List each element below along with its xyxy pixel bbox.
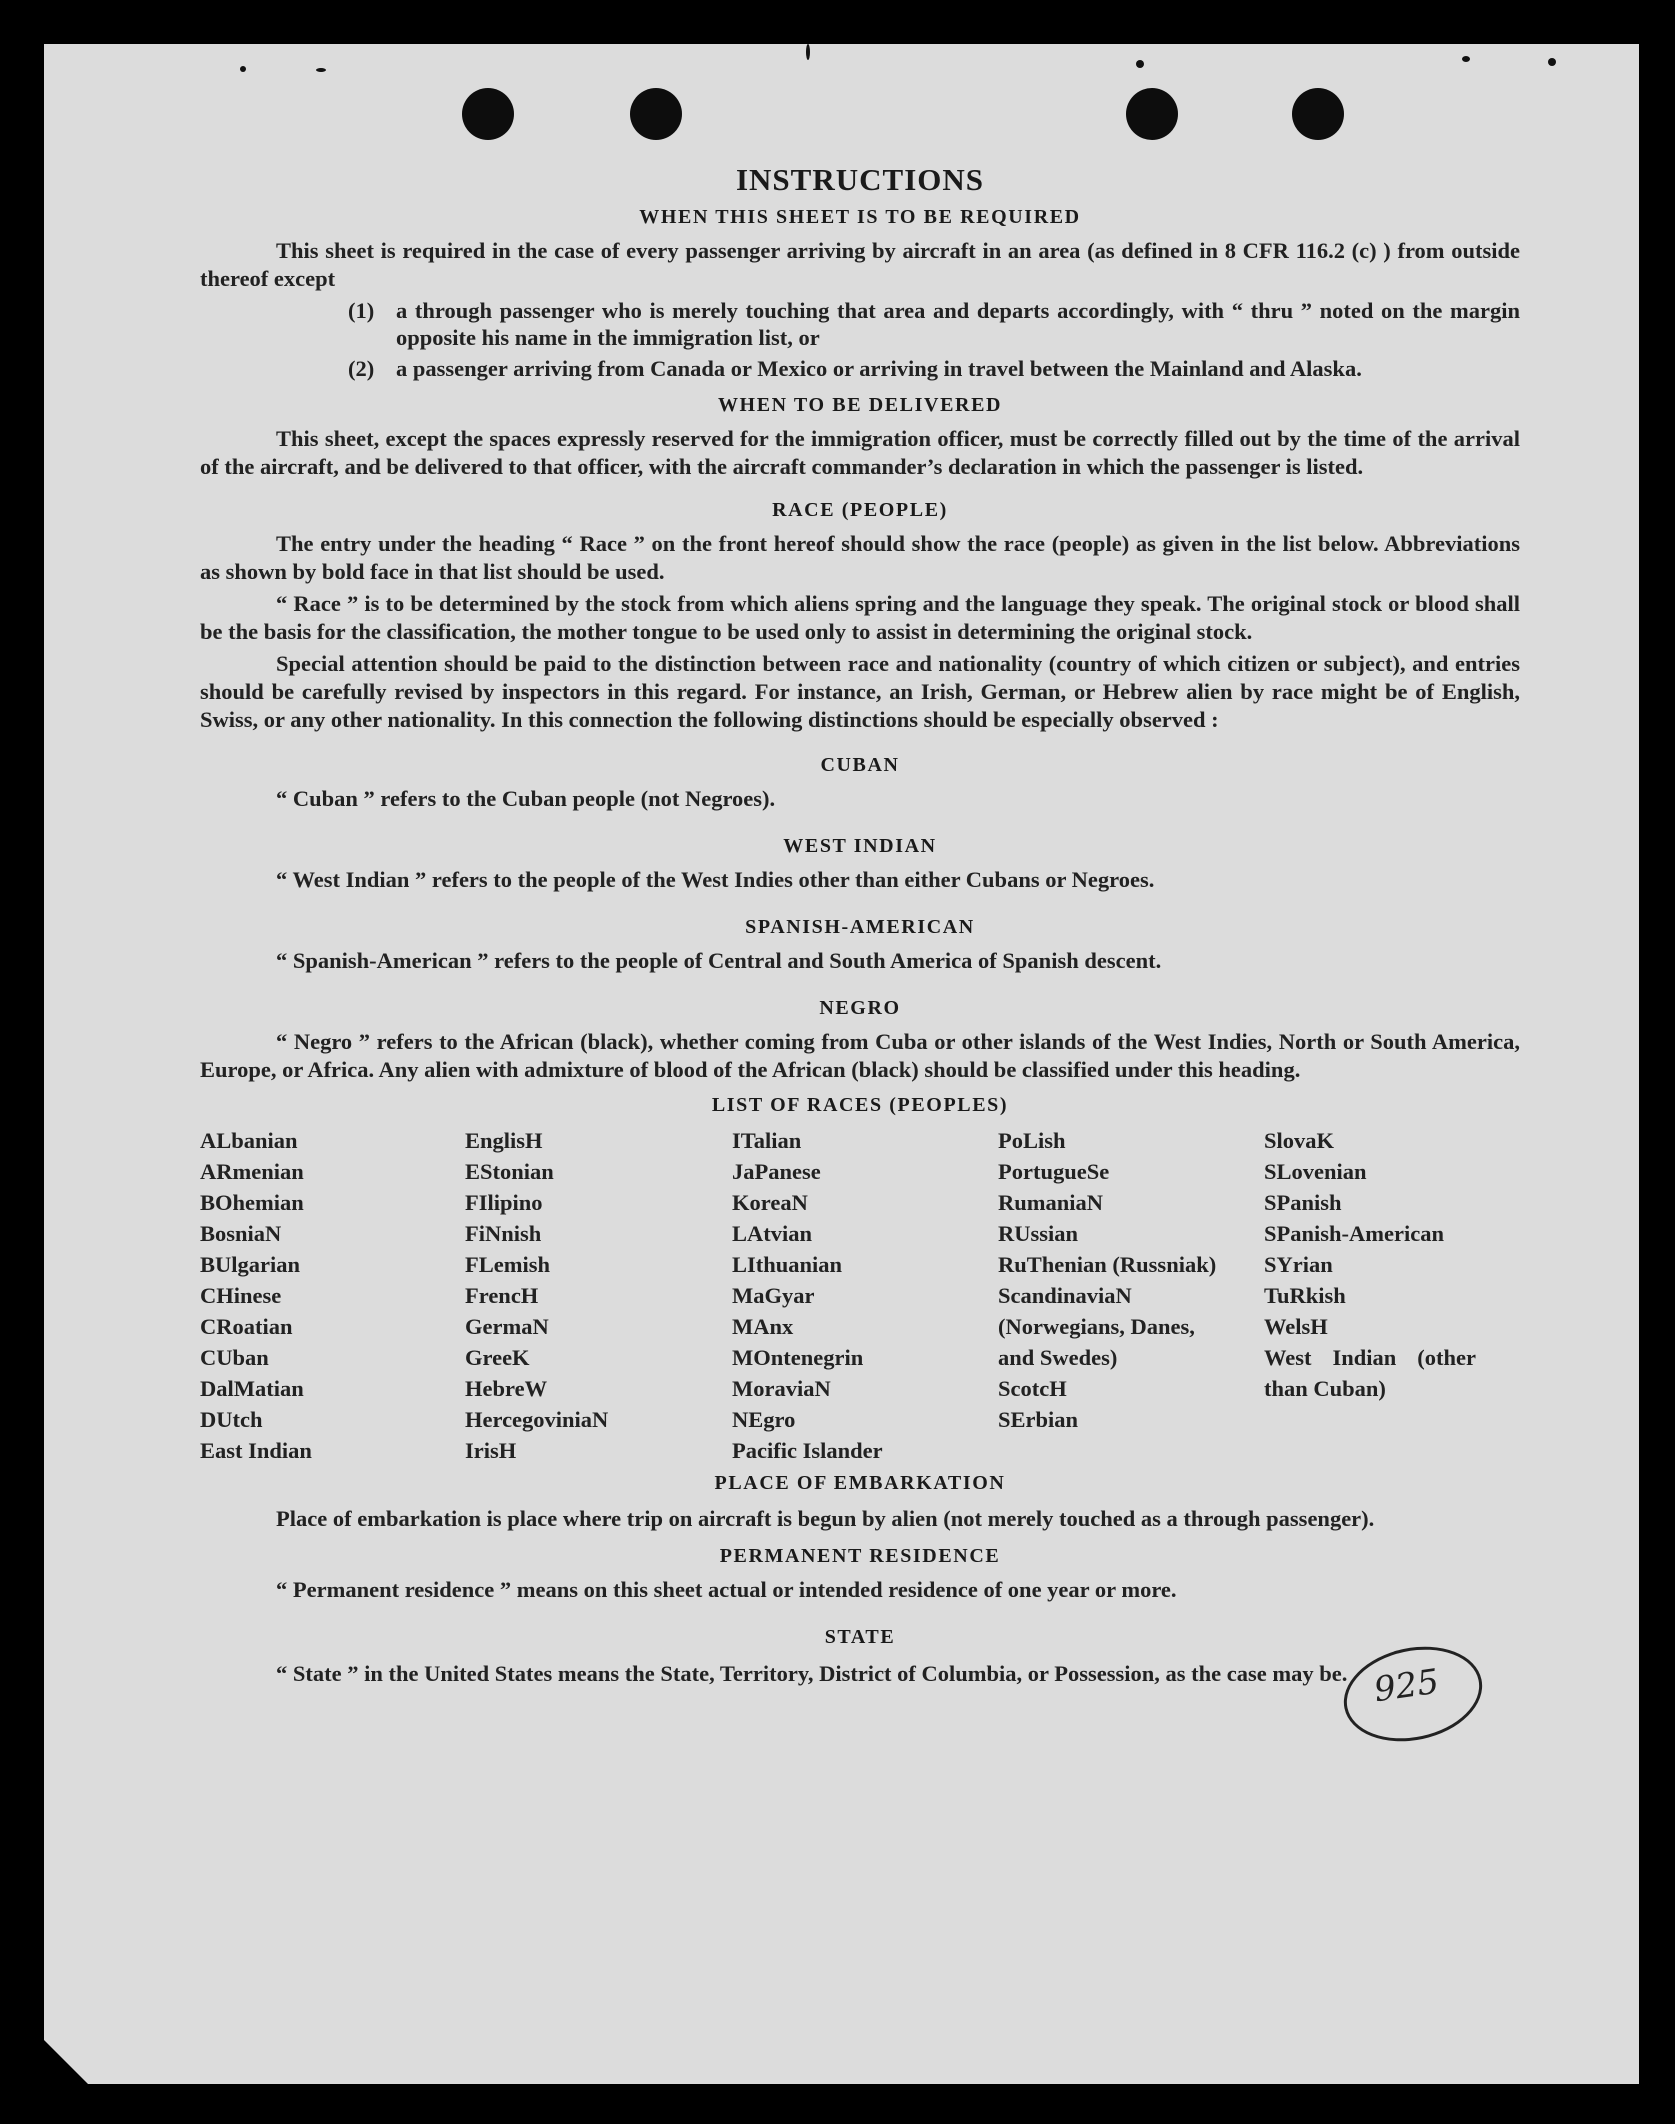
race-entry: DUtch: [200, 1407, 263, 1432]
races-column: [1264, 1125, 1520, 1466]
speck: [1462, 56, 1470, 62]
heading-delivered: WHEN TO BE DELIVERED: [717, 394, 1003, 416]
heading-state: STATE: [824, 1626, 896, 1648]
handwritten-number: 925: [1371, 1661, 1442, 1711]
race-entry: FLemish: [465, 1252, 551, 1277]
race-entry: EnglisH: [465, 1128, 543, 1153]
race-entry: FiNnish: [465, 1221, 542, 1246]
speck: [1136, 60, 1144, 68]
race-entry: NEgro: [732, 1407, 796, 1432]
race-entry: TuRkish: [1264, 1283, 1346, 1308]
delivered-text: This sheet, except the spaces expressly reserved for the immigration officer, must be correctly filled out by the time of the arrival of the aircraft, and be delivered to that officer, with the aircraft commander’s declaration in which the passenger is listed.: [200, 426, 1520, 479]
race-entry: BOhemian: [200, 1190, 304, 1215]
heading-residence: PERMANENT RESIDENCE: [719, 1545, 1001, 1567]
races-list: [200, 1125, 1520, 1466]
heading-embarkation: PLACE OF EMBARKATION: [714, 1472, 1006, 1494]
race-entry: LAtvian: [732, 1221, 813, 1246]
exception-number: (2): [348, 356, 375, 381]
heading-list-of-races: LIST OF RACES (PEOPLES): [711, 1094, 1009, 1116]
race-entry: East Indian: [200, 1438, 312, 1463]
race-entry: MaGyar: [732, 1283, 815, 1308]
race-entry: KoreaN: [732, 1190, 808, 1215]
exception-text: a passenger arriving from Canada or Mexico or arriving in travel between the Mainland and Alaska.: [396, 356, 1362, 381]
exception-text: a through passenger who is merely touching that area and departs accordingly, with “ thru ” noted on the margin opposite his name in the immigration list, or: [396, 298, 1520, 350]
speck: [316, 68, 326, 72]
race-entry: West Indian (other than Cuban): [1264, 1345, 1476, 1401]
heading-negro: NEGRO: [819, 997, 901, 1019]
races-column: [998, 1125, 1264, 1466]
document-sheet: [44, 44, 1639, 2084]
required-intro: This sheet is required in the case of every passenger arriving by aircraft in an area (as defined in 8 CFR 116.2 (c) ) from outside thereof except: [200, 238, 1520, 291]
races-column: [200, 1125, 465, 1466]
heading-west-indian: WEST INDIAN: [783, 835, 937, 857]
race-entry: GreeK: [465, 1345, 530, 1370]
heading-spanish-american: SPANISH-AMERICAN: [745, 916, 975, 938]
speck: [240, 66, 246, 72]
race-entry: HercegoviniaN: [465, 1407, 609, 1432]
speck: [806, 44, 810, 60]
races-column: [465, 1125, 732, 1466]
cuban-text: “ Cuban ” refers to the Cuban people (not Negroes).: [276, 786, 776, 811]
race-entry: ARmenian: [200, 1159, 304, 1184]
heading-race: RACE (PEOPLE): [772, 499, 948, 521]
race-entry: CUban: [200, 1345, 269, 1370]
race-entry: GermaN: [465, 1314, 549, 1339]
spanish-american-text: “ Spanish-American ” refers to the people of Central and South America of Spanish descent.: [276, 948, 1162, 973]
race-entry: SPanish-American: [1264, 1221, 1444, 1246]
race-entry: MoraviaN: [732, 1376, 831, 1401]
race-entry: CRoatian: [200, 1314, 293, 1339]
race-entry: IrisH: [465, 1438, 517, 1463]
race-entry: Pacific Islander: [732, 1438, 883, 1463]
race-entry: CHinese: [200, 1283, 282, 1308]
race-entry: ALbanian: [200, 1128, 298, 1153]
race-entry: PortugueSe: [998, 1159, 1110, 1184]
race-paragraph-3: Special attention should be paid to the distinction between race and nationality (country of which citizen or subject), and entries should be carefully revised by inspectors in this regard. For instance, an Irish, German, or Hebrew alien by race might be of English, Swiss, or any other nationality. In this connection the following distinctions should be especially observed :: [200, 651, 1520, 732]
speck: [1548, 58, 1556, 66]
race-entry: EStonian: [465, 1159, 554, 1184]
race-paragraph-1: The entry under the heading “ Race ” on the front hereof should show the race (people) as given in the list below. Abbreviations as shown by bold face in that list should be used.: [200, 531, 1520, 584]
race-entry: SLovenian: [1264, 1159, 1367, 1184]
race-entry: RuThenian (Russniak): [998, 1252, 1217, 1277]
race-paragraph-2: “ Race ” is to be determined by the stock from which aliens spring and the language they speak. The original stock or blood shall be the basis for the classification, the mother tongue to be used only to assist in determining the original stock.: [200, 591, 1520, 644]
race-entry: SErbian: [998, 1407, 1079, 1432]
race-entry: FrencH: [465, 1283, 539, 1308]
race-entry: ITalian: [732, 1128, 802, 1153]
heading-cuban: CUBAN: [820, 754, 900, 776]
race-entry: SYrian: [1264, 1252, 1333, 1277]
state-text: “ State ” in the United States means the State, Territory, District of Columbia, or Possession, as the case may be.: [276, 1661, 1348, 1686]
race-entry: MAnx: [732, 1314, 794, 1339]
race-entry: WelsH: [1264, 1314, 1328, 1339]
west-indian-text: “ West Indian ” refers to the people of the West Indies other than either Cubans or Negroes.: [276, 867, 1155, 892]
instructions-content: [200, 114, 1520, 1691]
race-entry: DalMatian: [200, 1376, 304, 1401]
race-entry: BUlgarian: [200, 1252, 301, 1277]
race-entry: RumaniaN: [998, 1190, 1104, 1215]
race-entry: PoLish: [998, 1128, 1066, 1153]
race-entry: ScandinaviaN (Norwegians, Danes, and Swedes): [998, 1283, 1195, 1370]
embarkation-text: Place of embarkation is place where trip on aircraft is begun by alien (not merely touched as a through passenger).: [276, 1506, 1375, 1531]
race-entry: MOntenegrin: [732, 1345, 864, 1370]
race-entry: RUssian: [998, 1221, 1079, 1246]
race-entry: LIthuanian: [732, 1252, 843, 1277]
race-entry: SPanish: [1264, 1190, 1342, 1215]
race-entry: BosniaN: [200, 1221, 282, 1246]
exception-number: (1): [348, 298, 375, 323]
page-title: INSTRUCTIONS: [735, 162, 984, 197]
exception-item: [348, 297, 1520, 351]
residence-text: “ Permanent residence ” means on this sheet actual or intended residence of one year or more.: [276, 1577, 1177, 1602]
race-entry: JaPanese: [732, 1159, 821, 1184]
race-entry: FIlipino: [465, 1190, 543, 1215]
heading-required: WHEN THIS SHEET IS TO BE REQUIRED: [639, 206, 1081, 228]
race-entry: HebreW: [465, 1376, 548, 1401]
folded-corner: [44, 2040, 88, 2084]
negro-text: “ Negro ” refers to the African (black), whether coming from Cuba or other islands of the West Indies, North or South America, Europe, or Africa. Any alien with admixture of blood of the African (black) should be classified under this heading.: [200, 1029, 1520, 1082]
races-column: [732, 1125, 998, 1466]
exception-item: [348, 355, 1520, 382]
race-entry: SlovaK: [1264, 1128, 1335, 1153]
race-entry: ScotcH: [998, 1376, 1067, 1401]
